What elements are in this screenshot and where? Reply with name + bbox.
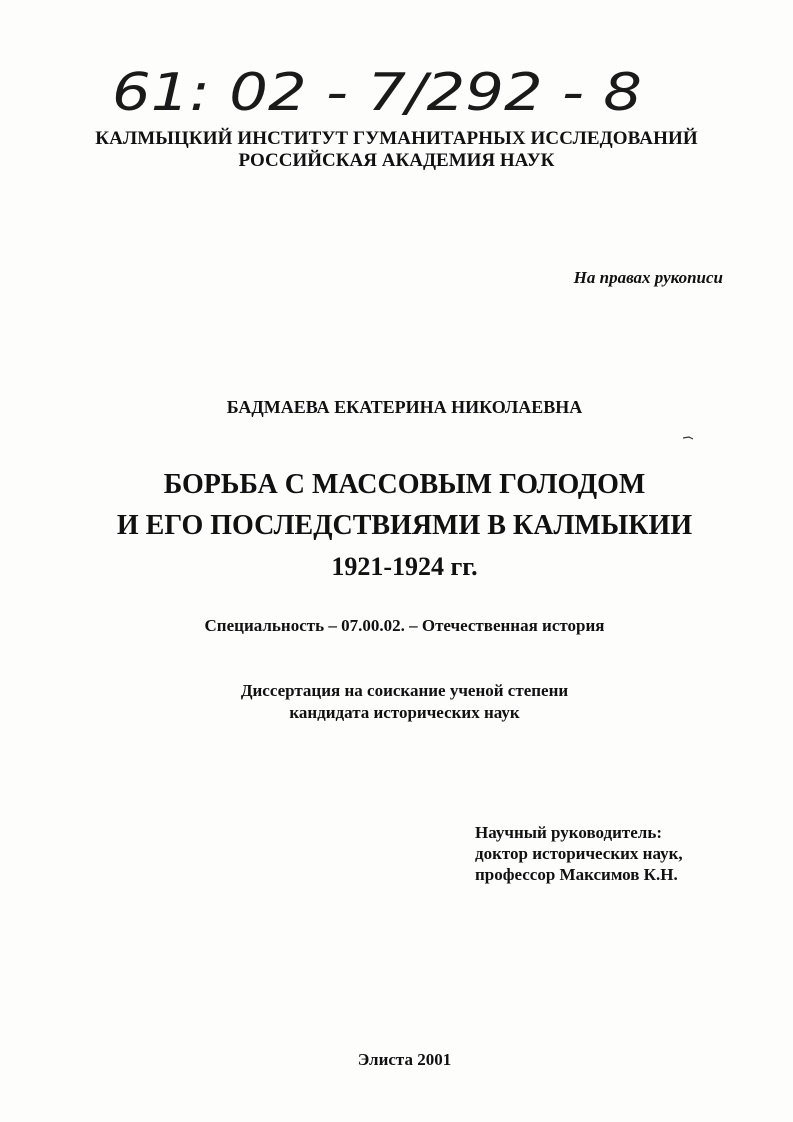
archive-number-text: 61: 02 - 7/292 - 8 — [112, 63, 642, 123]
ink-speck-mark — [683, 436, 693, 440]
dissertation-line-1: Диссертация на соискание ученой степени — [240, 681, 569, 700]
title-line-3: 1921-1924 гг. — [331, 552, 478, 581]
institution-line-1: КАЛМЫЦКИЙ ИНСТИТУТ ГУМАНИТАРНЫХ ИССЛЕДОВАНИЙ — [95, 128, 698, 149]
author-name: БАДМАЕВА ЕКАТЕРИНА НИКОЛАЕВНА — [226, 397, 583, 417]
specialty-line: Специальность – 07.00.02. – Отечественная история — [204, 616, 605, 635]
manuscript-rights-note: На правах рукописи — [573, 268, 723, 287]
advisor-block — [475, 822, 683, 885]
advisor-line-1: Научный руководитель: — [475, 823, 662, 842]
title-line-1: БОРЬБА С МАССОВЫМ ГОЛОДОМ — [163, 469, 646, 500]
handwritten-archive-number — [112, 58, 652, 138]
advisor-line-3: профессор Максимов К.Н. — [475, 865, 678, 884]
dissertation-line-2: кандидата исторических наук — [289, 703, 520, 722]
advisor-line-2: доктор исторических наук, — [475, 844, 683, 863]
place-and-year: Элиста 2001 — [357, 1050, 452, 1069]
title-line-2: И ЕГО ПОСЛЕДСТВИЯМИ В КАЛМЫКИИ — [116, 510, 693, 541]
institution-line-2: РОССИЙСКАЯ АКАДЕМИЯ НАУК — [238, 150, 555, 171]
